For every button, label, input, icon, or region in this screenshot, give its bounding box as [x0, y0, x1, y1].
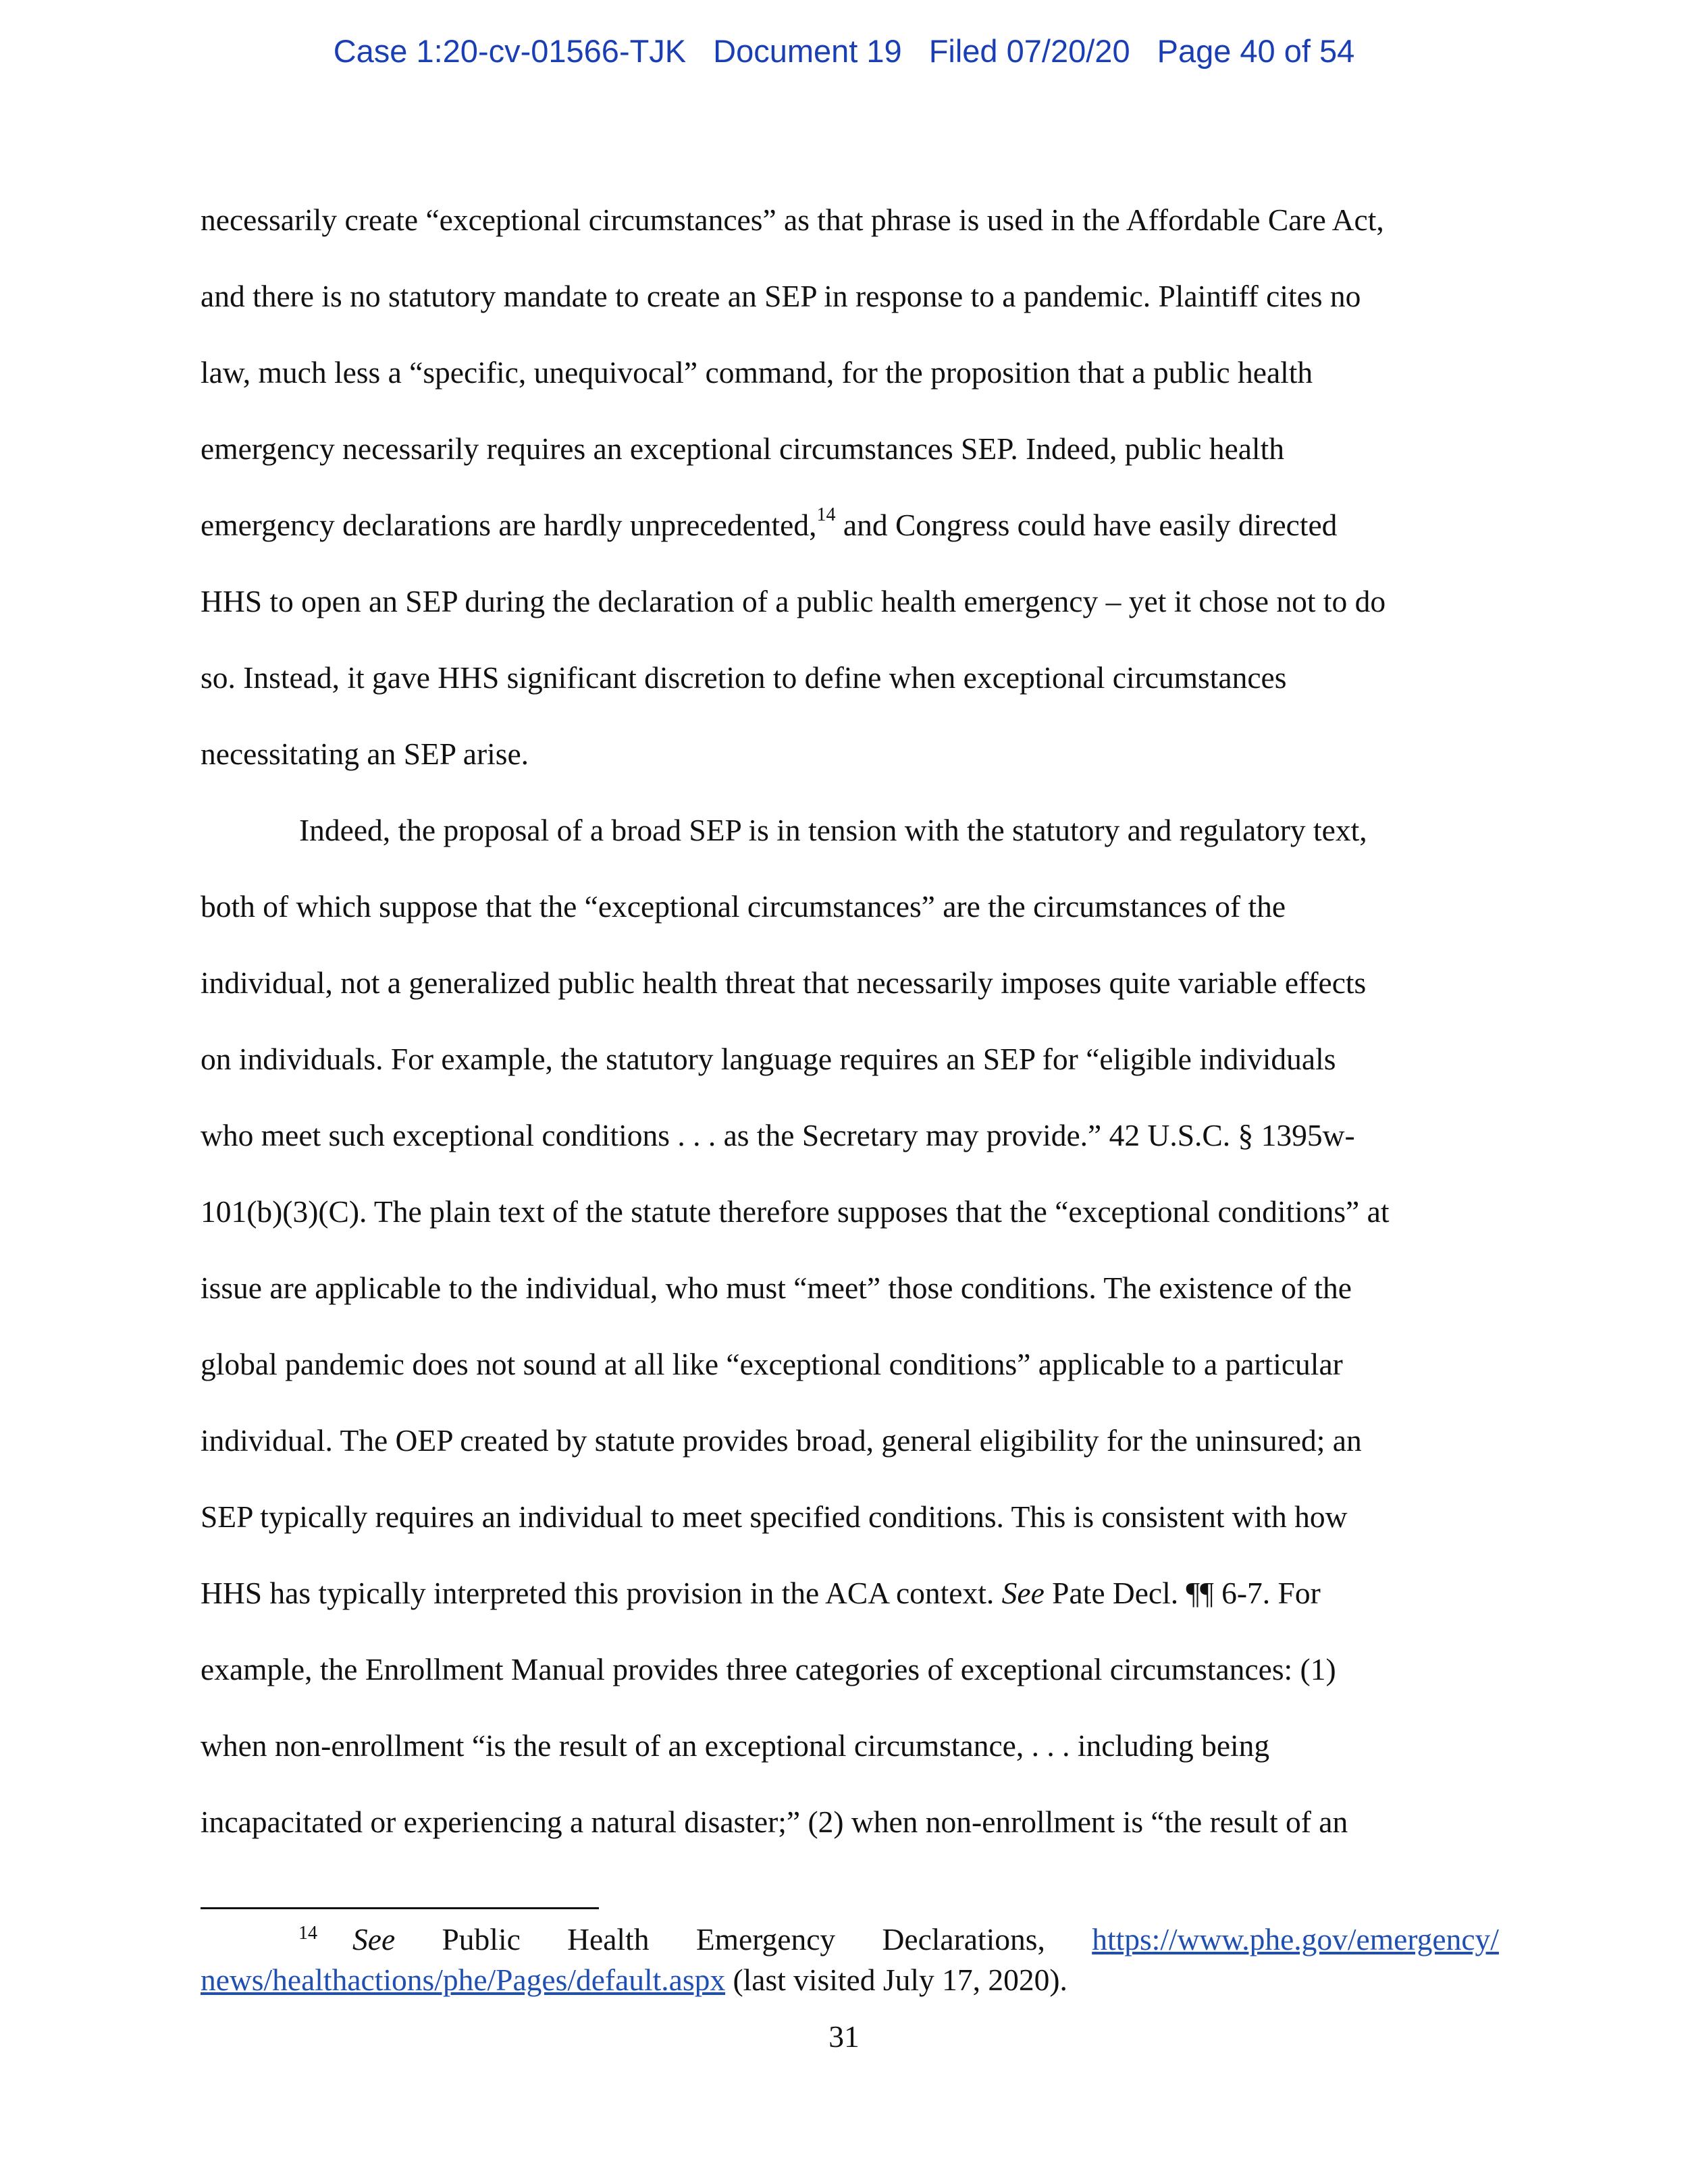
- body-line: so. Instead, it gave HHS significant discretion to define when exceptional circumstances: [201, 660, 1287, 695]
- body-line-text: and Congress could have easily directed: [835, 508, 1338, 542]
- body-line: necessarily create “exceptional circumstances” as that phrase is used in the Affordable Care Act,: [201, 203, 1384, 237]
- body-line: who meet such exceptional conditions . . . as the Secretary may provide.” 42 U.S.C. § 1395w-: [201, 1118, 1355, 1152]
- body-line: individual. The OEP created by statute provides broad, general eligibility for the uninsured; an: [201, 1423, 1362, 1458]
- body-line: when non-enrollment “is the result of an exceptional circumstance, . . . including being: [201, 1728, 1270, 1763]
- header-document: Document 19: [713, 33, 902, 69]
- footnote-second-line: [201, 1965, 1067, 1996]
- body-line: Indeed, the proposal of a broad SEP is in tension with the statutory and regulatory text,: [299, 813, 1367, 847]
- body-line-text: HHS has typically interpreted this provision in the ACA context.: [201, 1576, 995, 1610]
- body-line: example, the Enrollment Manual provides three categories of exceptional circumstances: (1): [201, 1652, 1336, 1686]
- footnote-link[interactable]: https://www.phe.gov/emergency/: [1092, 1922, 1499, 1956]
- footnote-number: 14: [298, 1923, 317, 1944]
- body-line: [201, 1578, 1321, 1609]
- body-line: 101(b)(3)(C). The plain text of the statute therefore supposes that the “exceptional conditions” at: [201, 1194, 1390, 1229]
- body-line-text: Pate Decl. ¶¶ 6-7. For: [1044, 1576, 1321, 1610]
- case-header: [0, 32, 1688, 70]
- body-line: individual, not a generalized public health threat that necessarily imposes quite variable effects: [201, 965, 1367, 1000]
- footnote-word: Emergency: [695, 1922, 836, 1956]
- header-page: Page 40 of 54: [1157, 33, 1355, 69]
- body-line: issue are applicable to the individual, who must “meet” those conditions. The existence of the: [201, 1271, 1352, 1305]
- footnote-tail: (last visited July 17, 2020).: [725, 1963, 1067, 1997]
- footnote-word: Declarations,: [882, 1922, 1045, 1956]
- body-line: and there is no statutory mandate to create an SEP in response to a pandemic. Plaintiff cites no: [201, 279, 1361, 313]
- page-number: 31: [828, 2019, 860, 2054]
- body-line: necessitating an SEP arise.: [201, 737, 529, 771]
- footnote-divider: [201, 1907, 599, 1909]
- body-line: incapacitated or experiencing a natural disaster;” (2) when non-enrollment is “the result of an: [201, 1805, 1348, 1839]
- body-line: HHS to open an SEP during the declaration of a public health emergency – yet it chose not to do: [201, 584, 1386, 618]
- footnote-see: See: [352, 1922, 396, 1956]
- body-line: global pandemic does not sound at all like “exceptional conditions” applicable to a particular: [201, 1347, 1343, 1381]
- header-case-number: Case 1:20-cv-01566-TJK: [333, 33, 687, 69]
- footnote-word: Health: [567, 1922, 650, 1956]
- body-line-text: emergency declarations are hardly unprecedented,: [201, 508, 817, 542]
- body-line: both of which suppose that the “exceptional circumstances” are the circumstances of the: [201, 889, 1286, 924]
- body-line: law, much less a “specific, unequivocal” command, for the proposition that a public health: [201, 355, 1313, 390]
- footnote-first-line: [298, 1924, 1499, 1955]
- body-line: [201, 504, 1338, 542]
- footnote-reference[interactable]: 14: [816, 504, 836, 525]
- body-line: emergency necessarily requires an exceptional circumstances SEP. Indeed, public health: [201, 431, 1284, 466]
- header-filed-date: Filed 07/20/20: [928, 33, 1130, 69]
- body-line: on individuals. For example, the statutory language requires an SEP for “eligible individuals: [201, 1042, 1336, 1076]
- footnote-word: Public: [442, 1922, 521, 1956]
- see-signal: See: [1001, 1576, 1045, 1610]
- body-line: SEP typically requires an individual to meet specified conditions. This is consistent with how: [201, 1499, 1348, 1534]
- footnote-link[interactable]: news/healthactions/phe/Pages/default.aspx: [201, 1963, 726, 1997]
